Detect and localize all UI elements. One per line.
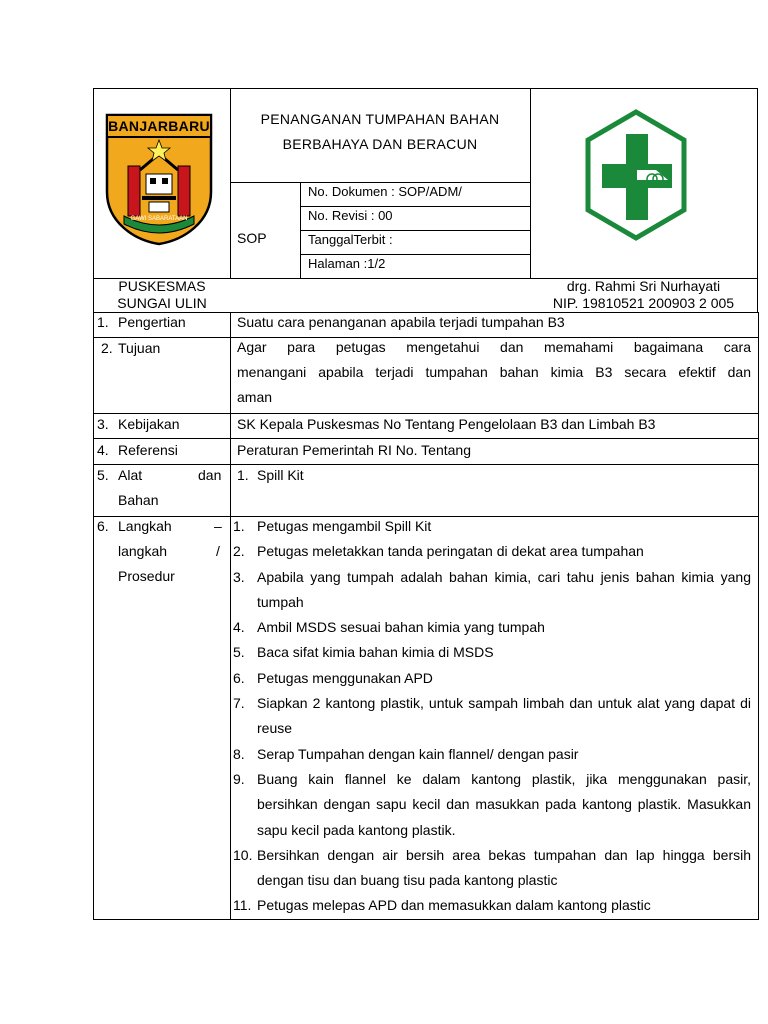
step-number: 8. — [233, 745, 245, 762]
org-name — [94, 278, 230, 312]
step-number: 7. — [233, 695, 245, 712]
header-right-border — [757, 88, 758, 312]
step-text: Ambil MSDS sesuai bahan kimia yang tumpah — [257, 619, 545, 636]
section-number-6: 6. — [97, 518, 109, 534]
procedure-step — [233, 843, 751, 894]
step-text: Siapkan 2 kantong plastik, untuk sampah limbah dan untuk alat yang dapat di reuse — [257, 695, 751, 737]
issue-date: TanggalTerbit : — [308, 232, 393, 247]
step-number: 6. — [233, 669, 245, 686]
procedure-step — [233, 767, 751, 843]
section-label-pengertian: Pengertian — [118, 314, 186, 330]
step-number: 2. — [233, 543, 245, 560]
step-text: Serap Tumpahan dengan kain flannel/ dengan pasir — [257, 745, 579, 762]
step-text: Baca sifat kimia bahan kimia di MSDS — [257, 644, 494, 661]
document-title-line-2: BERBAHAYA DAN BERACUN — [282, 136, 478, 152]
step-text: Petugas menggunakan APD — [257, 669, 433, 686]
procedure-step — [233, 565, 751, 616]
procedure-step — [233, 514, 751, 539]
procedure-step — [233, 539, 751, 564]
section-label-referensi: Referensi — [118, 442, 178, 458]
signer-nip: NIP. 19810521 200903 2 005 — [552, 295, 735, 311]
section-label-alat: Alat — [118, 467, 143, 483]
section-label-alat-dan: dan — [198, 467, 222, 483]
document-title-line-1: PENANGANAN TUMPAHAN BAHAN — [260, 111, 500, 127]
section-number-4: 4. — [97, 442, 109, 458]
procedure-step — [233, 893, 751, 918]
step-number: 9. — [233, 770, 245, 787]
section-content-kebijakan: SK Kepala Puskesmas No Tentang Pengelolaan B3 dan Limbah B3 — [237, 416, 656, 432]
step-text: Petugas meletakkan tanda peringatan di dekat area tumpahan — [257, 543, 644, 560]
org-name-line-1: PUSKESMAS — [118, 278, 206, 294]
procedure-step — [233, 691, 751, 742]
row-line-4 — [93, 464, 759, 465]
section-label-prosedur: Prosedur — [118, 568, 175, 584]
step-text: Bersihkan dengan air bersih area bekas tumpahan dan lap hingga bersih dengan tisu dan buang tisu pada kantong plastic — [257, 846, 751, 889]
body-bottom-border — [93, 919, 759, 920]
signer-block — [530, 278, 757, 312]
procedure-steps-list — [233, 514, 751, 919]
alat-item-number: 1. — [237, 467, 249, 483]
org-name-line-2: SUNGAI ULIN — [117, 295, 207, 311]
tujuan-line-1: Agar para petugas mengetahui dan memahami bagaimana cara — [237, 339, 751, 355]
doc-number: No. Dokumen : SOP/ADM/ — [308, 184, 462, 199]
step-number: 11. — [233, 897, 252, 914]
step-number: 1. — [233, 518, 245, 534]
procedure-step — [233, 615, 751, 640]
step-number: 5. — [233, 644, 245, 661]
body-label-divider — [230, 312, 231, 919]
section-number-3: 3. — [97, 416, 109, 432]
section-label-langkah-2: langkah — [118, 543, 168, 559]
section-label-dash: – — [214, 518, 222, 534]
row-line-3 — [93, 438, 759, 439]
header-divider-logo — [230, 88, 231, 279]
procedure-step — [233, 742, 751, 767]
tujuan-line-3: aman — [237, 389, 273, 405]
header-divider-right — [530, 88, 531, 279]
step-text: Petugas mengambil Spill Kit — [257, 518, 432, 534]
header-top-border — [93, 88, 757, 89]
section-label-slash: / — [216, 543, 220, 559]
step-text: Apabila yang tumpah adalah bahan kimia, cari tahu jenis bahan kimia yang tumpah — [257, 568, 751, 610]
procedure-step — [233, 640, 751, 665]
emblem-motto: GAWI SABARATAAN — [130, 216, 188, 222]
tujuan-line-2: menangani apabila terjadi tumpahan bahan kimia B3 secara efektif dan — [237, 364, 751, 380]
body-right-border — [758, 312, 759, 919]
step-text: Petugas melepas APD dan memasukkan dalam kantong plastic — [257, 897, 651, 914]
section-label-langkah: Langkah — [118, 518, 172, 534]
sop-label: SOP — [237, 230, 267, 246]
signer-name: drg. Rahmi Sri Nurhayati — [566, 278, 721, 294]
step-number: 4. — [233, 619, 245, 636]
section-content-pengertian: Suatu cara penanganan apabila terjadi tumpahan B3 — [237, 314, 565, 330]
section-label-bahan: Bahan — [118, 492, 159, 508]
section-number-5: 5. — [97, 467, 109, 483]
step-number: 3. — [233, 568, 245, 585]
step-text: Buang kain flannel ke dalam kantong plastik, jika menggunakan pasir, bersihkan dengan sapu kecil dan masukkan pada kantong plastik. Masukkan sapu kecil pada kantong plastik. — [257, 770, 751, 838]
emblem-text: BANJARBARU — [108, 118, 210, 134]
page-number: Halaman :1/2 — [308, 256, 386, 271]
alat-item: Spill Kit — [257, 467, 304, 483]
section-label-kebijakan: Kebijakan — [118, 416, 180, 432]
section-number-2: 2. — [101, 340, 113, 356]
section-label-tujuan: Tujuan — [118, 340, 161, 356]
body-left-border — [93, 312, 94, 919]
step-number: 10. — [233, 846, 253, 863]
section-content-referensi: Peraturan Pemerintah RI No. Tentang — [237, 442, 471, 458]
section-number-1: 1. — [97, 314, 109, 330]
revision-number: No. Revisi : 00 — [308, 208, 393, 223]
puskesmas-logo-icon — [584, 108, 688, 242]
procedure-step — [233, 666, 751, 691]
